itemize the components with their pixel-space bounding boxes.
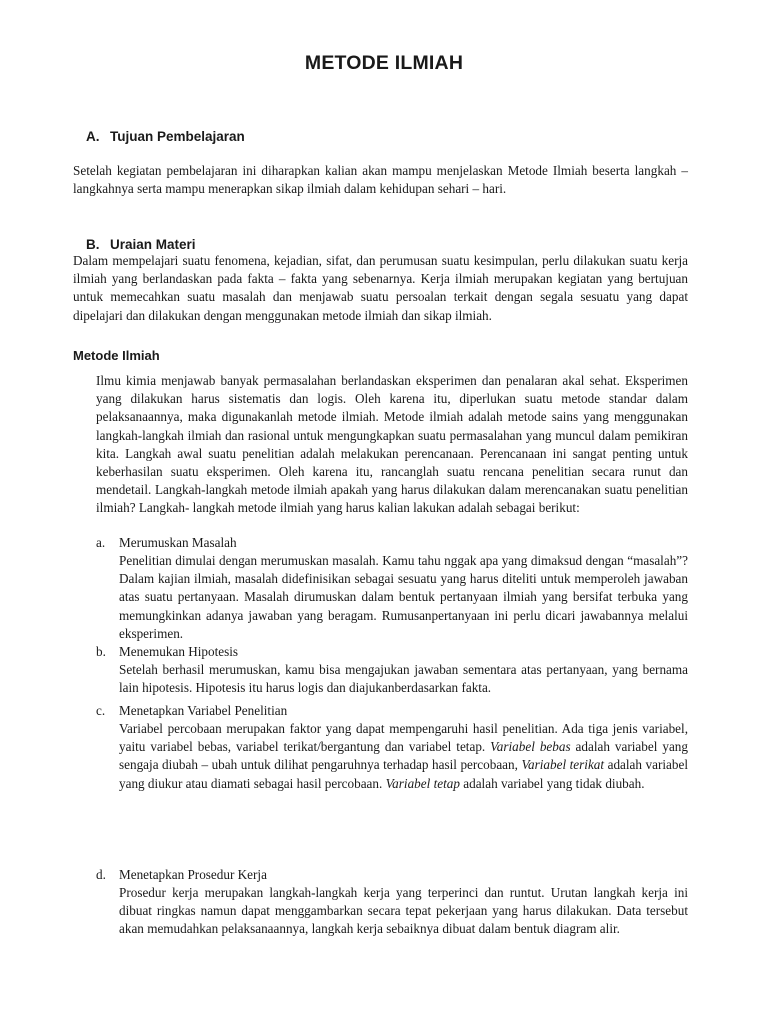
metode-heading: Metode Ilmiah bbox=[73, 348, 160, 363]
step-a-text: Penelitian dimulai dengan merumuskan masalah. Kamu tahu nggak apa yang dimaksud dengan “masalah”? Dalam kajian ilmiah, masalah didefinisikan sebagai sesuatu yang harus diteliti untuk memperoleh jawaban atas suatu pertanyaan. Masalah dirumuskan dalam bentuk pertanyaan ilmiah yang bersifat terbuka yang memungkinkan adanya jawaban yang beragam. Rumusanpertanyaan ini perlu dicari jawabannya melalui eksperimen. bbox=[119, 553, 688, 641]
section-a-letter: A. bbox=[86, 129, 100, 144]
step-b-text: Setelah berhasil merumuskan, kamu bisa mengajukan jawaban sementara atas pertanyaan, yang bernama lain hipotesis. Hipotesis itu harus logis dan diajukanberdasarkan fakta. bbox=[119, 662, 688, 696]
step-d-title: Menetapkan Prosedur Kerja bbox=[119, 867, 267, 882]
step-d-text: Prosedur kerja merupakan langkah-langkah kerja yang terperinci dan runtut. Urutan langkah kerja ini dibuat ringkas namun dapat menggambarkan secara tepat pekerjaan yang harus dilakukan. Data tersebut akan memudahkan pelaksanaannya, langkah kerja sebaiknya dibuat dalam bentuk diagram alir. bbox=[119, 885, 688, 937]
step-c-marker: c. bbox=[96, 703, 106, 718]
step-c-text-3: adalah variabel yang diukur atau diamati sebagai hasil percobaan. bbox=[119, 757, 688, 791]
metode-text: Ilmu kimia menjawab banyak permasalahan berlandaskan eksperimen dan penalaran akal sehat. Eksperimen yang dilakukan harus sistematis dan logis. Oleh karena itu, diperlukan suatu metode standar dalam pelaksanaannya, maka digunakanlah metode ilmiah. Metode ilmiah adalah metode sains yang menggunakan langkah-langkah ilmiah dan rasional untuk mengungkapkan suatu permasalahan yang muncul dalam pemikiran kita. Langkah awal suatu penelitian adalah melakukan perencanaan. Perencanaan ini sangat penting untuk keberhasilan suatu eksperimen. Oleh karena itu, rancanglah suatu rencana penelitian secara runut dan mendetail. Langkah-langkah metode ilmiah apakah yang harus dilakukan dalam merencanakan suatu penelitian ilmiah? Langkah- langkah metode ilmiah yang harus kalian lakukan adalah sebagai berikut: bbox=[96, 373, 688, 516]
section-a-title: Tujuan Pembelajaran bbox=[110, 129, 245, 144]
step-c-text-2: adalah variabel yang sengaja diubah – ubah untuk dilihat pengaruhnya terhadap hasil percobaan, bbox=[119, 739, 688, 773]
page-title: METODE ILMIAH bbox=[304, 52, 464, 74]
step-d-marker: d. bbox=[96, 867, 106, 882]
term-variabel-tetap: Variabel tetap bbox=[385, 775, 460, 791]
section-a-text: Setelah kegiatan pembelajaran ini diharapkan kalian akan mampu menjelaskan Metode Ilmiah beserta langkah – langkahnya serta mampu menerapkan sikap ilmiah dalam kehidupan sehari – hari. bbox=[73, 163, 688, 197]
step-c-title: Menetapkan Variabel Penelitian bbox=[119, 703, 288, 718]
section-b-letter: B. bbox=[86, 237, 100, 252]
step-a-marker: a. bbox=[96, 535, 106, 550]
step-a-title: Merumuskan Masalah bbox=[119, 535, 237, 550]
section-b-title: Uraian Materi bbox=[110, 237, 196, 252]
section-b-text: Dalam mempelajari suatu fenomena, kejadian, sifat, dan perumusan suatu kesimpulan, perlu dilakukan suatu kerja ilmiah yang berlandaskan pada fakta – fakta yang sebenarnya. Kerja ilmiah merupakan kegiatan yang bertujuan untuk memecahkan suatu masalah dan menjawab suatu persoalan terkait dengan segala sesuatu yang dapat dipelajari dan dilakukan dengan menggunakan metode ilmiah dan sikap ilmiah. bbox=[73, 253, 688, 323]
step-b-marker: b. bbox=[96, 644, 106, 659]
section-b-heading bbox=[86, 237, 196, 252]
term-variabel-bebas: Variabel bebas bbox=[490, 739, 571, 755]
step-c-text-1: Variabel percobaan merupakan faktor yang dapat mempengaruhi hasil penelitian. Ada tiga jenis variabel, yaitu variabel bebas, variabel terikat/bergantung dan variabel tetap. bbox=[119, 721, 688, 755]
term-variabel-terikat: Variabel terikat bbox=[521, 757, 605, 773]
section-a-heading bbox=[86, 129, 245, 144]
step-b-title: Menemukan Hipotesis bbox=[119, 644, 239, 659]
step-c-text-4: adalah variabel yang tidak diubah. bbox=[459, 775, 645, 791]
step-c-text bbox=[119, 720, 688, 793]
